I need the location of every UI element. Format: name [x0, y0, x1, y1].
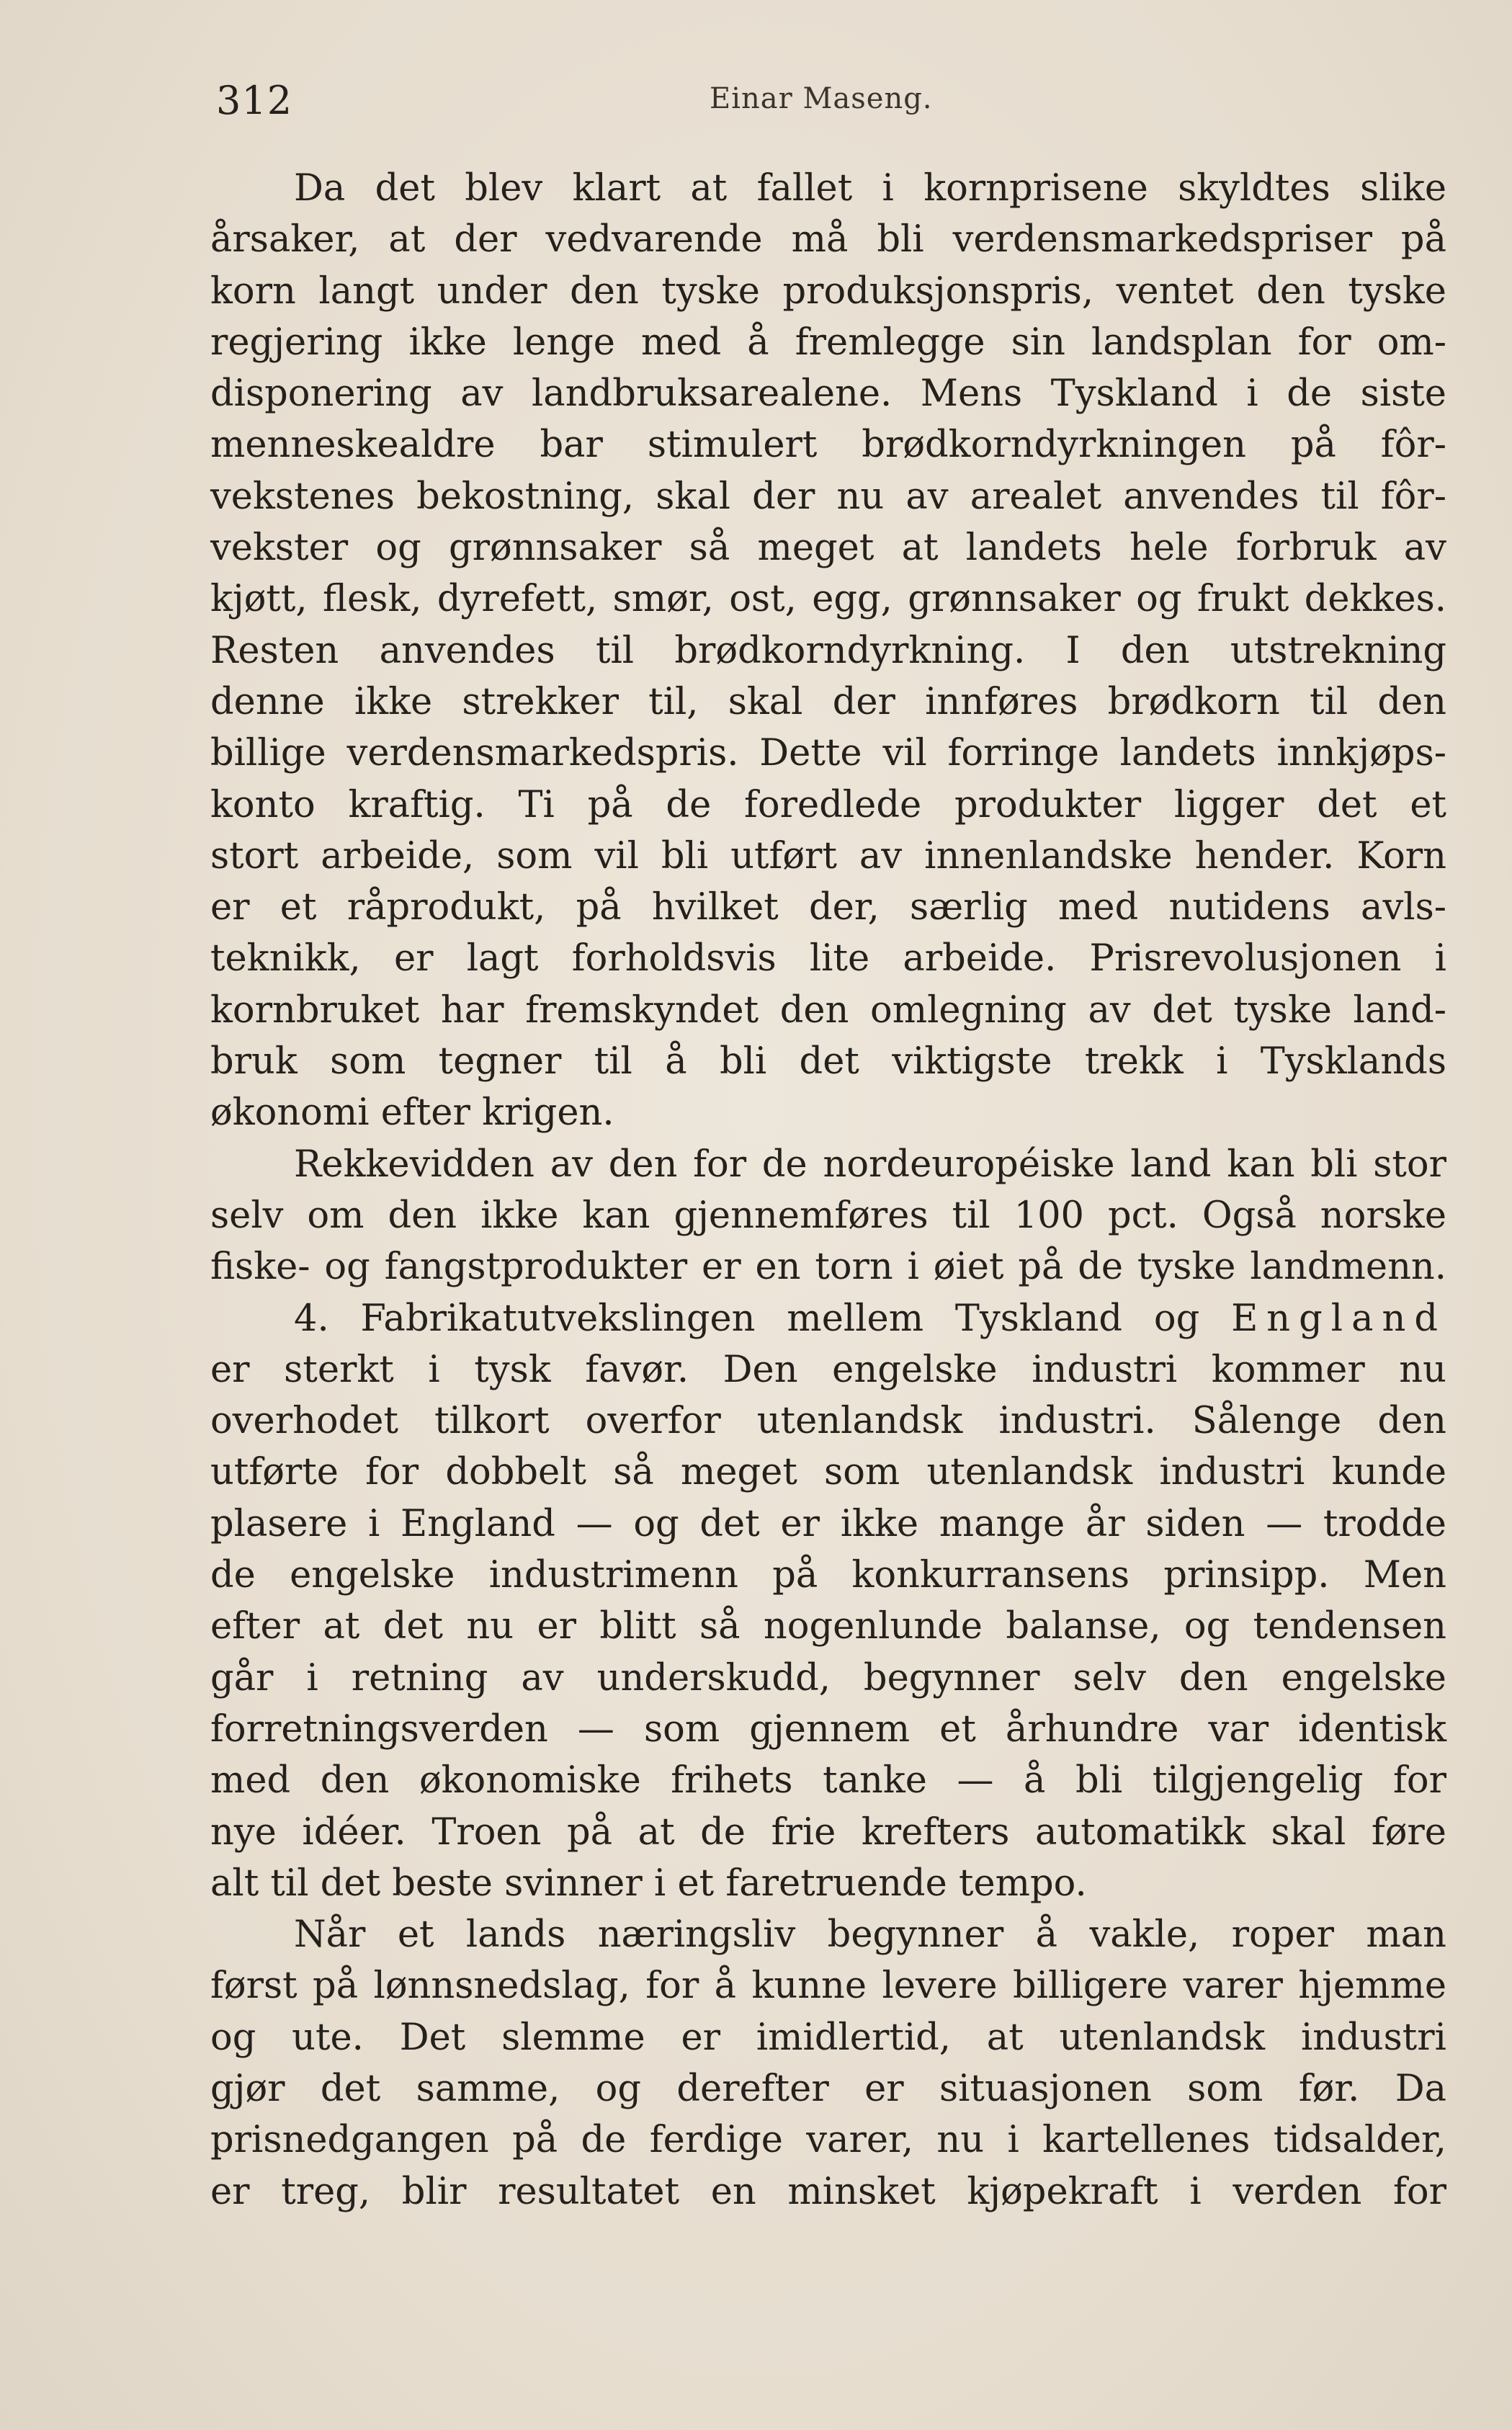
text-line: vekster og grønnsaker så meget at landets hele forbruk av — [210, 527, 1446, 570]
spaced-word: England — [1231, 1297, 1446, 1340]
body-text — [210, 163, 1446, 2217]
page-number: 312 — [216, 78, 293, 123]
text-line: stort arbeide, som vil bli utført av innenlandske hender. Korn — [210, 834, 1446, 877]
running-head: Einar Maseng. — [710, 82, 933, 115]
text-line: bruk som tegner til å bli det viktigste trekk i Tysklands — [210, 1040, 1446, 1084]
text-line: vekstenes bekostning, skal der nu av arealet anvendes til fôr- — [210, 475, 1446, 518]
text-line: teknikk, er lagt forholdsvis lite arbeide. Prisrevolusjonen i — [210, 937, 1446, 981]
text-line: alt til det beste svinner i et faretruende tempo. — [210, 1862, 1087, 1905]
text-line: disponering av landbruksarealene. Mens Tyskland i de siste — [210, 372, 1446, 416]
text-line: og ute. Det slemme er imidlertid, at utenlandsk industri — [210, 2016, 1446, 2059]
text-line: denne ikke strekker til, skal der innføres brødkorn til den — [210, 680, 1446, 723]
text-line: regjering ikke lenge med å fremlegge sin landsplan for om- — [210, 321, 1446, 364]
text-line: er sterkt i tysk favør. Den engelske industri kommer nu — [210, 1348, 1446, 1391]
text-line: Da det blev klart at fallet i kornprisene skyldtes slike — [294, 167, 1446, 210]
text-line: billige verdensmarkedspris. Dette vil forringe landets innkjøps- — [210, 732, 1446, 775]
text-line: plasere i England — og det er ikke mange år siden — trodde — [210, 1502, 1446, 1545]
text-line: er et råprodukt, på hvilket der, særlig med nutidens avls- — [210, 886, 1446, 929]
text-line: økonomi efter krigen. — [210, 1091, 614, 1135]
text-line: selv om den ikke kan gjennemføres til 100 pct. Også norske — [210, 1194, 1446, 1237]
text-line-start: 4. Fabrikatutvekslingen mellem Tyskland og — [294, 1297, 1200, 1340]
text-line: årsaker, at der vedvarende må bli verdensmarkedspriser på — [210, 218, 1446, 262]
text-line: korn langt under den tyske produksjonspris, ventet den tyske — [210, 269, 1446, 313]
text-line: kjøtt, flesk, dyrefett, smør, ost, egg, grønnsaker og frukt dekkes. — [210, 578, 1446, 621]
text-line: er treg, blir resultatet en minsket kjøpekraft i verden for — [210, 2170, 1446, 2213]
text-line: gjør det samme, og derefter er situasjonen som før. Da — [210, 2067, 1446, 2110]
text-line: fiske- og fangstprodukter er en torn i øiet på de tyske landmenn. — [210, 1246, 1446, 1289]
text-line: først på lønnsnedslag, for å kunne levere billigere varer hjemme — [210, 1965, 1446, 2008]
text-line: kornbruket har fremskyndet den omlegning av det tyske land- — [210, 988, 1446, 1032]
text-line: nye idéer. Troen på at de frie krefters automatikk skal føre — [210, 1810, 1446, 1854]
text-line: prisnedgangen på de ferdige varer, nu i kartellenes tidsalder, — [210, 2119, 1446, 2162]
text-line: forretningsverden — som gjennem et århundre var identisk — [210, 1707, 1446, 1751]
page-header — [216, 78, 1455, 135]
text-line: utførte for dobbelt så meget som utenlandsk industri kunde — [210, 1451, 1446, 1494]
text-line: Rekkevidden av den for de nordeuropéiske land kan bli stor — [294, 1143, 1446, 1186]
text-line: menneskealdre bar stimulert brødkorndyrkningen på fôr- — [210, 424, 1446, 467]
text-line: går i retning av underskudd, begynner selv den engelske — [210, 1656, 1446, 1699]
text-line: konto kraftig. Ti på de foredlede produkter ligger det et — [210, 783, 1446, 826]
text-line-with-spaced-word — [210, 1293, 1446, 1344]
text-line: efter at det nu er blitt så nogenlunde balanse, og tendensen — [210, 1605, 1446, 1648]
text-line: med den økonomiske frihets tanke — å bli tilgjengelig for — [210, 1759, 1446, 1803]
text-line: Når et lands næringsliv begynner å vakle, roper man — [294, 1913, 1446, 1957]
text-line: overhodet tilkort overfor utenlandsk industri. Sålenge den — [210, 1400, 1446, 1443]
text-line: de engelske industrimenn på konkurransens prinsipp. Men — [210, 1554, 1446, 1597]
text-line: Resten anvendes til brødkorndyrkning. I den utstrekning — [210, 629, 1446, 672]
